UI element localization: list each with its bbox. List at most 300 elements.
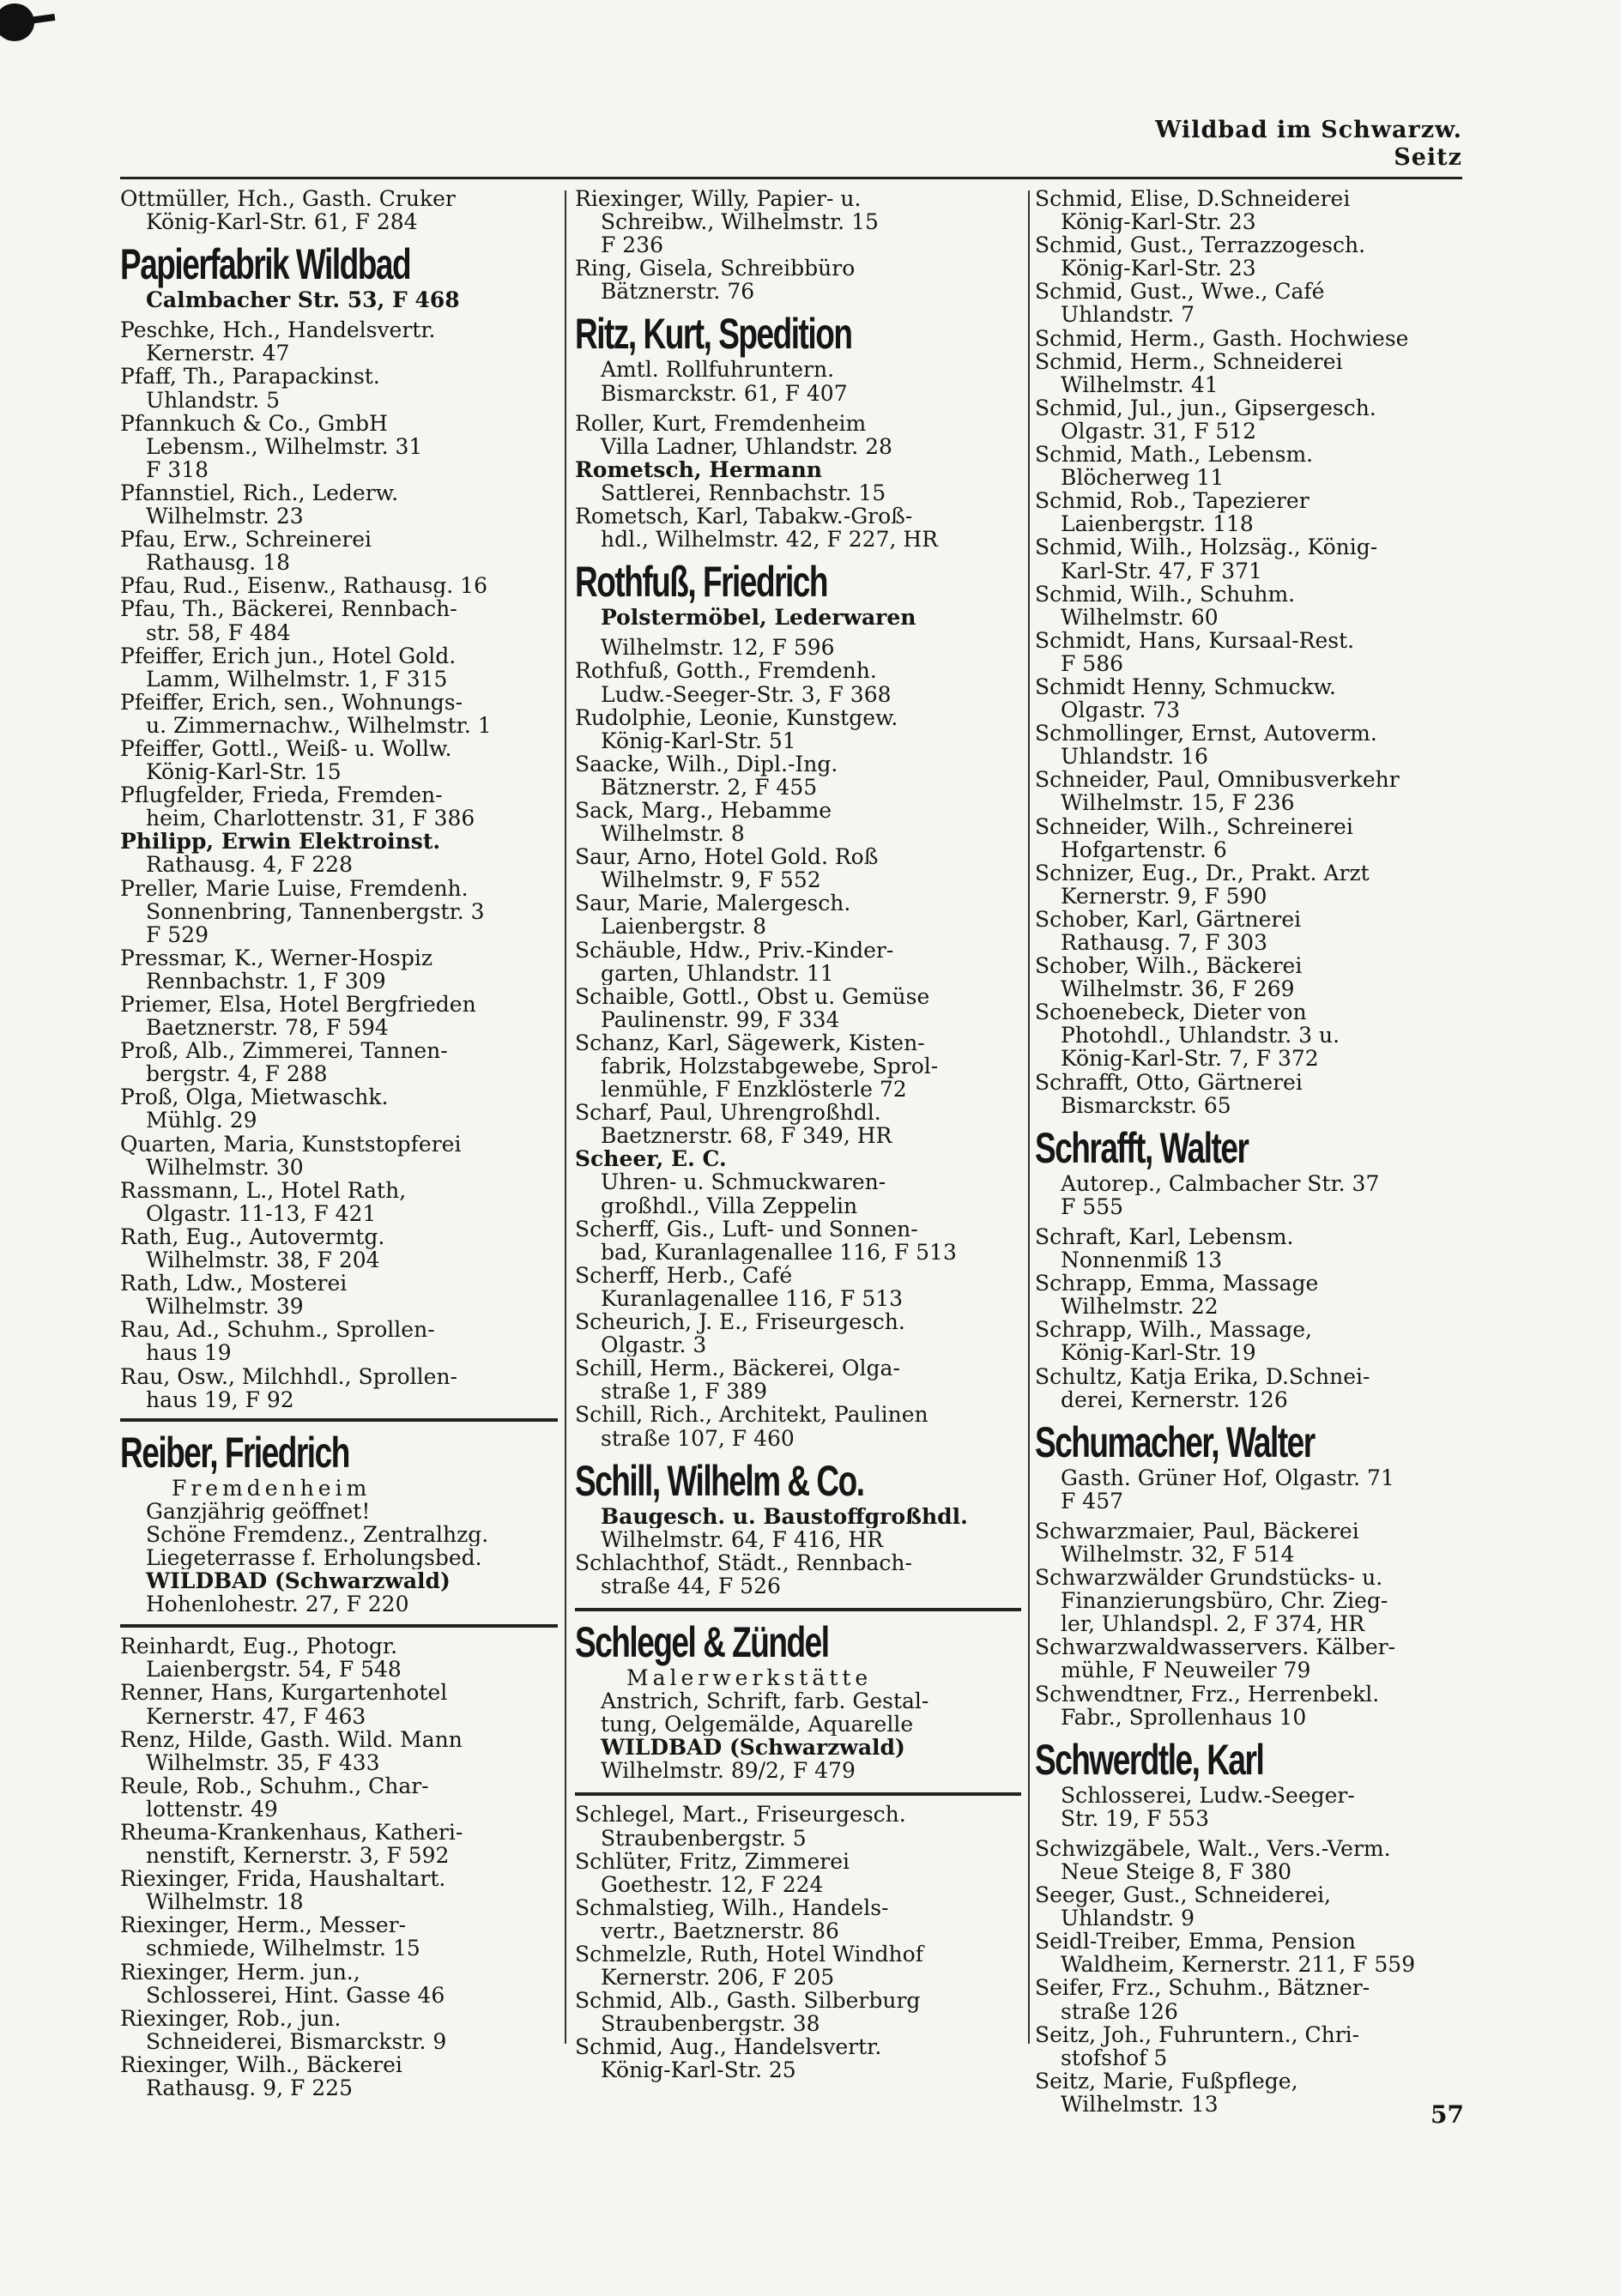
entry-address-line: Ludw.-Seeger-Str. 3, F 368	[601, 681, 892, 706]
entry-name-line: Schultz, Katja Erika, D.Schnei-	[1035, 1364, 1370, 1389]
ad-detail-line: Gasth. Grüner Hof, Olgastr. 71	[1061, 1465, 1394, 1489]
entry-name-line: Schmid, Herm., Schneiderei	[1035, 349, 1343, 374]
entry-name-line: Schwarzwaldwasservers. Kälber-	[1035, 1635, 1396, 1660]
ad-detail-line: Calmbacher Str. 53, F 468	[146, 288, 460, 312]
entry-address-line: lenmühle, F Enzklösterle 72	[601, 1077, 907, 1102]
entry-address-line: straße 107, F 460	[601, 1425, 795, 1450]
entry-address-line: Hofgartenstr. 6	[1061, 837, 1227, 861]
directory-entry	[1035, 396, 1481, 443]
entry-name-line: Schmid, Math., Lebensm.	[1035, 443, 1314, 468]
page-header	[1155, 117, 1462, 172]
directory-entry	[1035, 1071, 1481, 1117]
entry-address-line: Rathausg. 4, F 228	[146, 852, 353, 877]
entry-name-line: Schober, Karl, Gärtnerei	[1035, 907, 1302, 932]
directory-entry	[120, 1961, 558, 2007]
directory-entry	[1035, 815, 1481, 861]
entry-address-line: Wilhelmstr. 41	[1061, 372, 1219, 396]
entry-name-line: Schmid, Aug., Handelsvertr.	[575, 2035, 882, 2060]
directory-entry	[120, 644, 558, 691]
directory-entry	[1035, 187, 1481, 233]
directory-entry	[575, 2035, 1021, 2082]
entry-name-line: Schill, Herm., Bäckerei, Olga-	[575, 1356, 900, 1381]
entry-address-line: vertr., Baetznerstr. 86	[601, 1918, 839, 1943]
entry-address-line: lottenstr. 49	[146, 1796, 278, 1821]
entry-name-line: Renz, Hilde, Gasth. Wild. Mann	[120, 1727, 463, 1752]
directory-entry	[1035, 2069, 1481, 2116]
entry-name-line: Riexinger, Willy, Papier- u.	[575, 187, 862, 211]
ad-business-name: Rothfuß, Friedrich	[575, 558, 828, 607]
entry-address-line: Blöcherweg 11	[1061, 465, 1225, 490]
directory-entry	[120, 574, 558, 597]
directory-entry	[575, 187, 1021, 257]
entry-name-line: Schill, Rich., Architekt, Paulinen	[575, 1403, 928, 1428]
entry-address-line: Laienbergstr. 118	[1061, 511, 1254, 536]
entry-name-line: Pressmar, K., Werner-Hospiz	[120, 946, 433, 970]
entry-name-line: Rath, Eug., Autovermtg.	[120, 1224, 385, 1249]
directory-entry	[575, 458, 1021, 505]
entry-name-line: Schlegel, Mart., Friseurgesch.	[575, 1803, 906, 1828]
entry-name-line: Pfau, Th., Bäckerei, Rennbach-	[120, 597, 457, 622]
directory-entry	[1035, 722, 1481, 768]
ad-detail-line: Polstermöbel, Lederwaren	[601, 606, 916, 630]
directory-entry	[120, 1179, 558, 1225]
entry-name-line: Schmollinger, Ernst, Autoverm.	[1035, 722, 1377, 746]
entry-name-line: Pfeiffer, Gottl., Weiß- u. Wollw.	[120, 736, 452, 761]
entry-address-line: Paulinenstr. 99, F 334	[601, 1006, 840, 1031]
directory-entry	[120, 1681, 558, 1727]
entry-name-line: Scherff, Herb., Café	[575, 1263, 793, 1288]
ad-detail-line: Schlosserei, Ludw.-Seeger-	[1061, 1783, 1355, 1807]
business-advertisement	[120, 240, 558, 311]
entry-address-line: Kernerstr. 47, F 463	[146, 1703, 366, 1728]
entry-name-line: Schrapp, Wilh., Massage,	[1035, 1318, 1312, 1343]
column-divider	[565, 190, 566, 2044]
entry-address-line: Wilhelmstr. 30	[146, 1154, 304, 1179]
entry-address-line: Wilhelmstr. 18	[146, 1889, 304, 1914]
entry-name-line: Schwendtner, Frz., Herrenbekl.	[1035, 1682, 1380, 1707]
entry-address-line: nenstift, Kernerstr. 3, F 592	[146, 1843, 450, 1868]
business-advertisement	[575, 310, 1021, 404]
directory-entry	[120, 2053, 558, 2100]
entry-address-line: haus 19	[146, 1340, 232, 1365]
entry-address-line: großhdl., Villa Zeppelin	[601, 1193, 858, 1217]
entry-address-line: bad, Kuranlagenallee 116, F 513	[601, 1239, 957, 1264]
entry-name-line: Schmid, Gust., Wwe., Café	[1035, 280, 1325, 305]
entry-name-line: Schneider, Paul, Omnibusverkehr	[1035, 768, 1400, 793]
entry-name-line: Pfaff, Th., Parapackinst.	[120, 365, 380, 390]
directory-entry	[1035, 443, 1481, 489]
ad-detail-line: Amtl. Rollfuhruntern.	[601, 358, 835, 382]
ad-detail-line: Autorep., Calmbacher Str. 37	[1061, 1171, 1380, 1195]
entry-name-line: Saacke, Wilh., Dipl.-Ing.	[575, 752, 838, 776]
entry-address-line: derei, Kernerstr. 126	[1061, 1387, 1288, 1411]
directory-entry	[575, 1101, 1021, 1147]
entry-name-line: Schmid, Elise, D.Schneiderei	[1035, 187, 1351, 211]
entry-name-line: Schrafft, Otto, Gärtnerei	[1035, 1070, 1303, 1095]
entry-address-line: Nonnenmiß 13	[1061, 1248, 1223, 1272]
entry-address-line: Wilhelmstr. 32, F 514	[1061, 1541, 1295, 1567]
entry-address-line: Uhlandstr. 16	[1061, 744, 1208, 769]
entry-address-line: König-Karl-Str. 23	[1061, 209, 1256, 234]
directory-entry	[120, 412, 558, 481]
entry-address-line: bergstr. 4, F 288	[146, 1061, 328, 1086]
entry-address-line: haus 19, F 92	[146, 1387, 294, 1411]
entry-address-line: u. Zimmernachw., Wilhelmstr. 1	[146, 712, 492, 737]
ad-detail-line: Liegeterrasse f. Erholungsbed.	[146, 1545, 482, 1570]
entry-address-line: Rathausg. 7, F 303	[1061, 930, 1267, 955]
directory-entry	[1035, 583, 1481, 629]
entry-name-line: Schanz, Karl, Sägewerk, Kisten-	[575, 1030, 925, 1055]
directory-entry	[575, 1310, 1021, 1356]
entry-name-line: Schmid, Alb., Gasth. Silberburg	[575, 1989, 921, 2014]
entry-address-line: F 236	[601, 233, 664, 257]
business-advertisement	[575, 558, 1021, 629]
ad-detail-line: tung, Oelgemälde, Aquarelle	[601, 1713, 914, 1737]
entry-address-line: Wilhelmstr. 36, F 269	[1061, 976, 1295, 1001]
directory-entry	[120, 1365, 558, 1411]
entry-address-line: König-Karl-Str. 51	[601, 728, 796, 752]
entry-name-line: Philipp, Erwin Elektroinst.	[120, 830, 441, 855]
ad-detail-line: straße 44, F 526	[601, 1574, 781, 1598]
entry-name-line: Seitz, Joh., Fuhruntern., Chri-	[1035, 2022, 1360, 2047]
directory-entry	[120, 481, 558, 528]
ad-detail-line: WILDBAD (Schwarzwald)	[146, 1569, 451, 1593]
directory-entry	[1035, 2023, 1481, 2069]
entry-name-line: Schmidt, Hans, Kursaal-Rest.	[1035, 628, 1355, 653]
entry-address-line: Wilhelmstr. 38, F 204	[146, 1248, 380, 1272]
directory-entry	[1035, 1318, 1481, 1364]
entry-address-line: Rathausg. 18	[146, 550, 290, 575]
entry-name-line: Pfau, Erw., Schreinerei	[120, 528, 372, 553]
directory-column-3	[1035, 187, 1481, 2116]
entry-name-line: Schober, Wilh., Bäckerei	[1035, 954, 1303, 979]
directory-entry	[120, 1085, 558, 1132]
entry-address-line: stofshof 5	[1061, 2045, 1168, 2069]
ad-business-name: Schumacher, Walter	[1035, 1417, 1315, 1466]
entry-address-line: F 586	[1061, 650, 1124, 675]
entry-name-line: Schmelzle, Ruth, Hotel Windhof	[575, 1943, 923, 1967]
entry-address-line: Uhlandstr. 9	[1061, 1906, 1195, 1930]
directory-entry	[575, 1943, 1021, 1989]
directory-entry	[120, 737, 558, 783]
entry-address-line: Kuranlagenallee 116, F 513	[601, 1285, 904, 1311]
header-range: Seitz	[1394, 144, 1462, 171]
entry-name-line: Pfannstiel, Rich., Lederw.	[120, 480, 399, 505]
directory-entry	[1035, 535, 1481, 582]
ad-detail-line: Schlachthof, Städt., Rennbach-	[575, 1550, 912, 1574]
directory-entry	[1035, 1225, 1481, 1272]
entry-address-line: garten, Uhlandstr. 11	[601, 960, 834, 985]
entry-name-line: Renner, Hans, Kurgartenhotel	[120, 1681, 448, 1706]
entry-address-line: Rathausg. 9, F 225	[146, 2075, 353, 2100]
entry-address-line: Karl-Str. 47, F 371	[1061, 558, 1262, 583]
entry-address-line: F 529	[146, 921, 209, 946]
entry-address-line: König-Karl-Str. 25	[601, 2057, 796, 2082]
directory-entry	[120, 365, 558, 411]
directory-entry	[120, 993, 558, 1039]
directory-entry	[1035, 280, 1481, 326]
entry-address-line: Baetznerstr. 68, F 349, HR	[601, 1123, 892, 1148]
entry-address-line: Uhlandstr. 5	[146, 387, 281, 412]
ad-detail-line: Schöne Fremdenz., Zentralhzg.	[146, 1522, 489, 1546]
ad-business-name: Reiber, Friedrich	[120, 1428, 349, 1477]
business-advertisement	[1035, 1418, 1481, 1513]
entry-address-line: ler, Uhlandspl. 2, F 374, HR	[1061, 1611, 1365, 1636]
entry-name-line: Schnizer, Eug., Dr., Prakt. Arzt	[1035, 861, 1370, 885]
directory-entry	[120, 877, 558, 946]
header-place: Wildbad im Schwarzw.	[1155, 117, 1462, 143]
directory-entry	[575, 1031, 1021, 1101]
directory-entry	[575, 257, 1021, 303]
directory-entry	[575, 845, 1021, 891]
entry-address-line: hdl., Wilhelmstr. 42, F 227, HR	[601, 527, 938, 552]
entry-name-line: Rometsch, Karl, Tabakw.-Groß-	[575, 505, 913, 529]
directory-entry	[575, 985, 1021, 1031]
entry-address-line: Olgastr. 3	[601, 1332, 707, 1357]
directory-entry	[1035, 1883, 1481, 1930]
directory-entry	[575, 1403, 1021, 1449]
entry-name-line: Schmalstieg, Wilh., Handels-	[575, 1895, 889, 1920]
directory-entry	[575, 1264, 1021, 1310]
entry-name-line: Schaible, Gottl., Obst u. Gemüse	[575, 984, 930, 1009]
entry-address-line: Olgastr. 11-13, F 421	[146, 1200, 377, 1225]
directory-entry	[120, 318, 558, 365]
directory-entry	[120, 946, 558, 993]
entry-name-line: Riexinger, Herm., Messer-	[120, 1913, 407, 1938]
directory-entry	[575, 659, 1021, 705]
entry-name-line: Riexinger, Wilh., Bäckerei	[120, 2052, 402, 2077]
ad-detail-line: Str. 19, F 553	[1061, 1806, 1209, 1830]
entry-address-line: Laienbergstr. 54, F 548	[146, 1657, 402, 1682]
header-rule	[120, 177, 1462, 179]
entry-name-line: Proß, Alb., Zimmerei, Tannen-	[120, 1039, 448, 1064]
entry-name-line: Schmid, Gust., Terrazzogesch.	[1035, 233, 1366, 258]
entry-address-line: Neue Steige 8, F 380	[1061, 1859, 1292, 1884]
directory-entry	[1035, 233, 1481, 280]
directory-entry	[575, 891, 1021, 938]
entry-name-line: Schmid, Rob., Tapezierer	[1035, 489, 1310, 514]
entry-name-line: Schmidt Henny, Schmuckw.	[1035, 674, 1336, 699]
directory-entry	[575, 1147, 1021, 1217]
entry-address-line: Bätznerstr. 2, F 455	[601, 774, 818, 799]
entry-name-line: Scherff, Gis., Luft- und Sonnen-	[575, 1217, 918, 1242]
entry-name-line: Pfannkuch & Co., GmbH	[120, 411, 388, 436]
ad-detail-line: Anstrich, Schrift, farb. Gestal-	[601, 1689, 929, 1713]
entry-address-line: Lebensm., Wilhelmstr. 31	[146, 433, 423, 459]
entry-address-line: Photohdl., Uhlandstr. 3 u.	[1061, 1023, 1340, 1048]
ad-detail-line: Baugesch. u. Baustoffgroßhdl.	[601, 1504, 968, 1528]
entry-address-line: Straubenbergstr. 38	[601, 2011, 820, 2036]
entry-address-line: Wilhelmstr. 23	[146, 504, 304, 529]
entry-address-line: König-Karl-Str. 61, F 284	[146, 209, 418, 234]
entry-name-line: Scheurich, J. E., Friseurgesch.	[575, 1310, 905, 1335]
entry-address-line: Kernerstr. 47	[146, 341, 290, 366]
entry-name-line: Schäuble, Hdw., Priv.-Kinder-	[575, 938, 894, 963]
directory-entry	[120, 830, 558, 876]
entry-address-line: Wilhelmstr. 35, F 433	[146, 1749, 380, 1774]
entry-address-line: Mühlg. 29	[146, 1108, 257, 1133]
entry-name-line: Seidl-Treiber, Emma, Pension	[1035, 1930, 1356, 1955]
entry-name-line: Roller, Kurt, Fremdenheim	[575, 411, 867, 436]
column-divider	[1028, 190, 1030, 2044]
entry-name-line: Schmid, Wilh., Schuhm.	[1035, 582, 1296, 607]
entry-name-line: Rudolphie, Leonie, Kunstgew.	[575, 705, 898, 730]
entry-name-line: Wilhelmstr. 12, F 596	[601, 636, 835, 660]
entry-name-line: Rometsch, Hermann	[575, 457, 822, 482]
entry-name-line: Seitz, Marie, Fußpflege,	[1035, 2069, 1298, 2094]
entry-name-line: Priemer, Elsa, Hotel Bergfrieden	[120, 993, 476, 1017]
entry-name-line: Schwarzmaier, Paul, Bäckerei	[1035, 1519, 1359, 1544]
directory-entry	[1035, 489, 1481, 535]
ad-detail-line: Fremdenheim	[172, 1476, 372, 1500]
entry-name-line: Schwarzwälder Grundstücks- u.	[1035, 1566, 1383, 1591]
directory-entry	[120, 1634, 558, 1681]
ad-detail-line: Wilhelmstr. 89/2, F 479	[601, 1759, 856, 1783]
directory-entry	[120, 187, 558, 233]
entry-address-line: Uhlandstr. 7	[1061, 302, 1195, 327]
business-advertisement	[575, 1618, 1021, 1796]
directory-entry	[1035, 1566, 1481, 1635]
entry-address-line: Kernerstr. 206, F 205	[601, 1965, 835, 1990]
directory-entry	[1035, 1635, 1481, 1682]
entry-address-line: König-Karl-Str. 19	[1061, 1340, 1256, 1365]
entry-name-line: Peschke, Hch., Handelsvertr.	[120, 318, 436, 343]
directory-entry	[120, 1225, 558, 1272]
directory-entry	[1035, 861, 1481, 908]
entry-name-line: Pfeiffer, Erich jun., Hotel Gold.	[120, 643, 457, 668]
directory-entry	[120, 1913, 558, 1960]
entry-address-line: Laienbergstr. 8	[601, 914, 767, 939]
directory-entry	[1035, 1520, 1481, 1566]
entry-name-line: Proß, Olga, Mietwaschk.	[120, 1085, 389, 1110]
entry-name-line: Sack, Marg., Hebamme	[575, 798, 832, 823]
entry-address-line: Goethestr. 12, F 224	[601, 1871, 824, 1896]
ad-business-name: Schlegel & Zündel	[575, 1617, 829, 1666]
entry-name-line: Schneider, Wilh., Schreinerei	[1035, 814, 1353, 839]
entry-address-line: Uhren- u. Schmuckwaren-	[601, 1169, 886, 1195]
entry-address-line: Olgastr. 31, F 512	[1061, 418, 1257, 444]
directory-column-1	[120, 187, 558, 2100]
directory-entry	[120, 1821, 558, 1867]
directory-entry	[1035, 1000, 1481, 1070]
ad-detail-line: Bismarckstr. 61, F 407	[601, 381, 848, 405]
ad-business-name: Schrafft, Walter	[1035, 1123, 1249, 1172]
entry-name-line: Rau, Ad., Schuhm., Sprollen-	[120, 1318, 435, 1343]
entry-address-line: Wilhelmstr. 39	[146, 1294, 304, 1319]
entry-name-line: Preller, Marie Luise, Fremdenh.	[120, 876, 469, 901]
entry-address-line: Schlosserei, Hint. Gasse 46	[146, 1982, 445, 2007]
business-advertisement	[1035, 1736, 1481, 1830]
entry-name-line: Rau, Osw., Milchhdl., Sprollen-	[120, 1364, 457, 1389]
directory-entry	[120, 1867, 558, 1913]
directory-entry	[1035, 350, 1481, 396]
entry-name-line: Reule, Rob., Schuhm., Char-	[120, 1773, 429, 1798]
ad-detail-line: Hohenlohestr. 27, F 220	[146, 1592, 409, 1616]
directory-entry	[575, 939, 1021, 985]
entry-name-line: Pflugfelder, Frieda, Fremden-	[120, 783, 443, 808]
entry-name-line: Scharf, Paul, Uhrengroßhdl.	[575, 1101, 881, 1126]
directory-entry	[1035, 908, 1481, 954]
entry-name-line: Schmid, Jul., jun., Gipsergesch.	[1035, 396, 1376, 420]
business-advertisement	[1035, 1124, 1481, 1218]
entry-name-line: Saur, Marie, Malergesch.	[575, 891, 851, 916]
ad-detail-line: Wilhelmstr. 64, F 416, HR	[601, 1527, 884, 1551]
directory-entry	[575, 1989, 1021, 2035]
entry-address-line: Lamm, Wilhelmstr. 1, F 315	[146, 666, 448, 691]
entry-address-line: str. 58, F 484	[146, 619, 291, 644]
entry-address-line: Wilhelmstr. 60	[1061, 604, 1219, 629]
entry-name-line: Schlüter, Fritz, Zimmerei	[575, 1849, 850, 1874]
directory-entry	[1035, 954, 1481, 1000]
ad-business-name: Papierfabrik Wildbad	[120, 240, 411, 289]
entry-name-line: Seifer, Frz., Schuhm., Bätzner-	[1035, 1976, 1370, 2001]
entry-name-line: Schraft, Karl, Lebensm.	[1035, 1224, 1294, 1249]
entry-name-line: Rath, Ldw., Mosterei	[120, 1272, 348, 1296]
directory-entry	[120, 1728, 558, 1774]
entry-address-line: fabrik, Holzstabgewebe, Sprol-	[601, 1054, 939, 1079]
ad-detail-line: Malerwerkstätte	[626, 1665, 873, 1690]
ad-detail-line: F 555	[1061, 1194, 1124, 1218]
directory-entry	[575, 636, 1021, 659]
directory-entry	[575, 1850, 1021, 1896]
directory-entry	[1035, 1930, 1481, 1976]
entry-name-line: Riexinger, Rob., jun.	[120, 2006, 342, 2031]
entry-address-line: mühle, F Neuweiler 79	[1061, 1658, 1311, 1683]
entry-name-line: Schwizgäbele, Walt., Vers.-Verm.	[1035, 1836, 1391, 1861]
entry-address-line: Wilhelmstr. 8	[601, 821, 745, 846]
entry-name-line: Rassmann, L., Hotel Rath,	[120, 1178, 407, 1203]
directory-entry	[1035, 1365, 1481, 1411]
entry-name-line: Seeger, Gust., Schneiderei,	[1035, 1883, 1332, 1908]
entry-address-line: Bätznerstr. 76	[601, 279, 755, 304]
entry-address-line: Waldheim, Kernerstr. 211, F 559	[1061, 1952, 1416, 1977]
entry-name-line: Schrapp, Emma, Massage	[1035, 1272, 1319, 1296]
directory-entry	[575, 412, 1021, 458]
entry-address-line: schmiede, Wilhelmstr. 15	[146, 1936, 420, 1961]
entry-name-line: Schoenebeck, Dieter von	[1035, 1000, 1307, 1025]
entry-name-line: Riexinger, Frida, Haushaltart.	[120, 1867, 446, 1892]
directory-entry	[575, 1217, 1021, 1264]
directory-entry	[120, 691, 558, 737]
entry-address-line: straße 1, F 389	[601, 1379, 767, 1404]
entry-address-line: heim, Charlottenstr. 31, F 386	[146, 806, 475, 831]
directory-entry	[120, 1318, 558, 1364]
entry-address-line: König-Karl-Str. 23	[1061, 256, 1256, 281]
directory-entry	[1035, 1837, 1481, 1883]
ad-detail-line: Ganzjährig geöffnet!	[146, 1499, 371, 1523]
entry-address-line: Villa Ladner, Uhlandstr. 28	[601, 433, 892, 458]
directory-entry	[120, 783, 558, 830]
directory-entry	[1035, 768, 1481, 814]
directory-entry	[120, 597, 558, 643]
entry-address-line: Bismarckstr. 65	[1061, 1092, 1231, 1117]
entry-name-line: Pfeiffer, Erich, sen., Wohnungs-	[120, 690, 463, 715]
entry-name-line: Schmid, Herm., Gasth. Hochwiese	[1035, 326, 1409, 350]
ad-detail-line: WILDBAD (Schwarzwald)	[601, 1736, 905, 1760]
entry-address-line: Finanzierungsbüro, Chr. Zieg-	[1061, 1588, 1388, 1614]
entry-address-line: Fabr., Sprollenhaus 10	[1061, 1704, 1307, 1729]
entry-address-line: Schreibw., Wilhelmstr. 15	[601, 209, 879, 235]
entry-address-line: Kernerstr. 9, F 590	[1061, 883, 1267, 908]
entry-address-line: Wilhelmstr. 9, F 552	[601, 867, 821, 892]
directory-entry	[575, 505, 1021, 551]
directory-entry	[120, 2007, 558, 2053]
entry-address-line: König-Karl-Str. 7, F 372	[1061, 1046, 1319, 1071]
entry-name-line: Pfau, Rud., Eisenw., Rathausg. 16	[120, 574, 487, 598]
directory-entry	[575, 799, 1021, 845]
directory-entry	[120, 1039, 558, 1085]
directory-column-2	[575, 187, 1021, 2082]
